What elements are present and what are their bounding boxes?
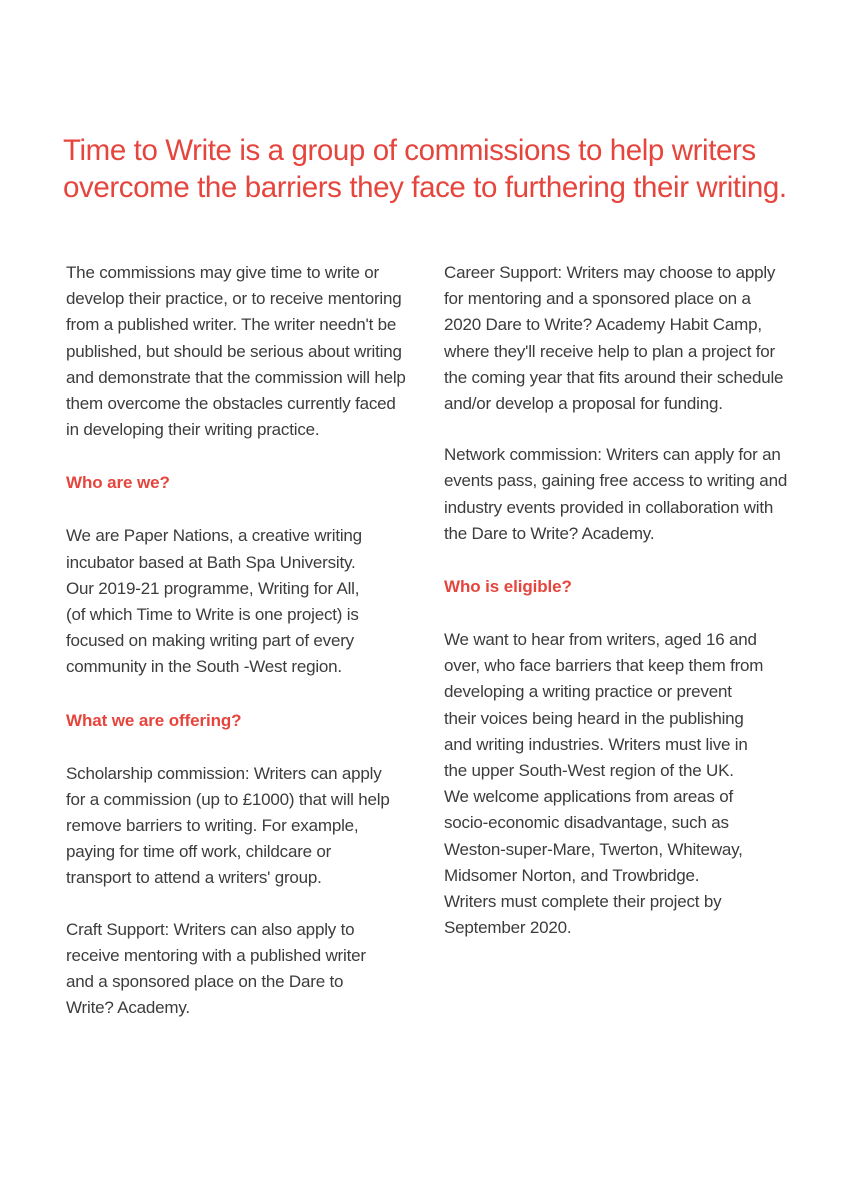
left-column — [66, 260, 406, 1021]
text-line: from a published writer. The writer needn't be — [66, 315, 397, 335]
spacer — [66, 892, 406, 917]
text-line: Writers must complete their project by — [444, 892, 722, 912]
eligibility-paragraph — [444, 627, 794, 941]
text-line: their voices being heard in the publishing — [444, 708, 744, 728]
spacer — [66, 496, 406, 523]
career-support-paragraph — [444, 260, 794, 417]
text-line: them overcome the obstacles currently faced — [66, 394, 396, 414]
text-line: developing a writing practice or prevent — [444, 682, 732, 702]
text-line: We are Paper Nations, a creative writing — [66, 526, 362, 546]
spacer — [66, 681, 406, 708]
text-line: focused on making writing part of every — [66, 631, 354, 651]
text-line: over, who face barriers that keep them from — [444, 656, 764, 676]
text-line: the Dare to Write? Academy. — [444, 523, 655, 543]
text-line: Weston-super-Mare, Twerton, Whiteway, — [444, 839, 743, 859]
who-is-eligible-heading: Who is eligible? — [444, 577, 572, 597]
spacer — [444, 547, 794, 574]
who-are-we-paragraph — [66, 523, 406, 680]
text-line: and a sponsored place on the Dare to — [66, 972, 344, 992]
text-line: Midsomer Norton, and Trowbridge. — [444, 865, 700, 885]
text-line: (of which Time to Write is one project) is — [66, 605, 359, 625]
text-line: and demonstrate that the commission will help — [66, 367, 406, 387]
text-line: remove barriers to writing. For example, — [66, 816, 359, 836]
text-line: Write? Academy. — [66, 998, 190, 1018]
text-line: We want to hear from writers, aged 16 and — [444, 630, 757, 650]
text-line: Career Support: Writers may choose to apply — [444, 263, 776, 282]
spacer — [444, 417, 794, 442]
text-line: for mentoring and a sponsored place on a — [444, 289, 751, 309]
text-line: Craft Support: Writers can also apply to — [66, 919, 355, 939]
text-line: develop their practice, or to receive mentoring — [66, 289, 402, 309]
headline-line: Time to Write is a group of commissions to help writers — [63, 134, 756, 167]
text-line: We welcome applications from areas of — [444, 787, 733, 807]
spacer — [66, 443, 406, 470]
text-line: Network commission: Writers can apply for an — [444, 445, 781, 465]
text-line: in developing their writing practice. — [66, 420, 320, 440]
text-line: incubator based at Bath Spa University. — [66, 552, 356, 572]
text-line: September 2020. — [444, 918, 572, 938]
what-we-offer-heading: What we are offering? — [66, 710, 242, 730]
right-column — [444, 260, 794, 941]
text-line: industry events provided in collaboration with — [444, 497, 774, 517]
text-line: transport to attend a writers' group. — [66, 868, 322, 888]
page-headline — [63, 132, 803, 206]
text-line: receive mentoring with a published writer — [66, 945, 366, 965]
text-line: events pass, gaining free access to writing and — [444, 471, 788, 491]
text-line: The commissions may give time to write or — [66, 263, 379, 282]
spacer — [444, 600, 794, 627]
text-line: published, but should be serious about writing — [66, 341, 402, 361]
network-commission-paragraph — [444, 442, 794, 547]
craft-support-paragraph — [66, 917, 406, 1022]
text-line: paying for time off work, childcare or — [66, 842, 332, 862]
text-line: the upper South-West region of the UK. — [444, 761, 734, 781]
text-line: Our 2019-21 programme, Writing for All, — [66, 578, 360, 598]
text-line: community in the South -West region. — [66, 657, 342, 677]
spacer — [66, 734, 406, 761]
text-line: Scholarship commission: Writers can apply — [66, 763, 382, 783]
who-are-we-heading: Who are we? — [66, 473, 170, 493]
text-line: socio-economic disadvantage, such as — [444, 813, 729, 833]
text-line: 2020 Dare to Write? Academy Habit Camp, — [444, 315, 762, 335]
text-line: where they'll receive help to plan a project for — [444, 341, 775, 361]
headline-line: overcome the barriers they face to furthering their writing. — [63, 171, 787, 204]
text-line: and/or develop a proposal for funding. — [444, 394, 723, 414]
text-line: for a commission (up to £1000) that will help — [66, 789, 390, 809]
text-line: the coming year that fits around their schedule — [444, 367, 784, 387]
scholarship-paragraph — [66, 761, 406, 892]
intro-paragraph — [66, 260, 406, 443]
text-line: and writing industries. Writers must live in — [444, 734, 748, 754]
